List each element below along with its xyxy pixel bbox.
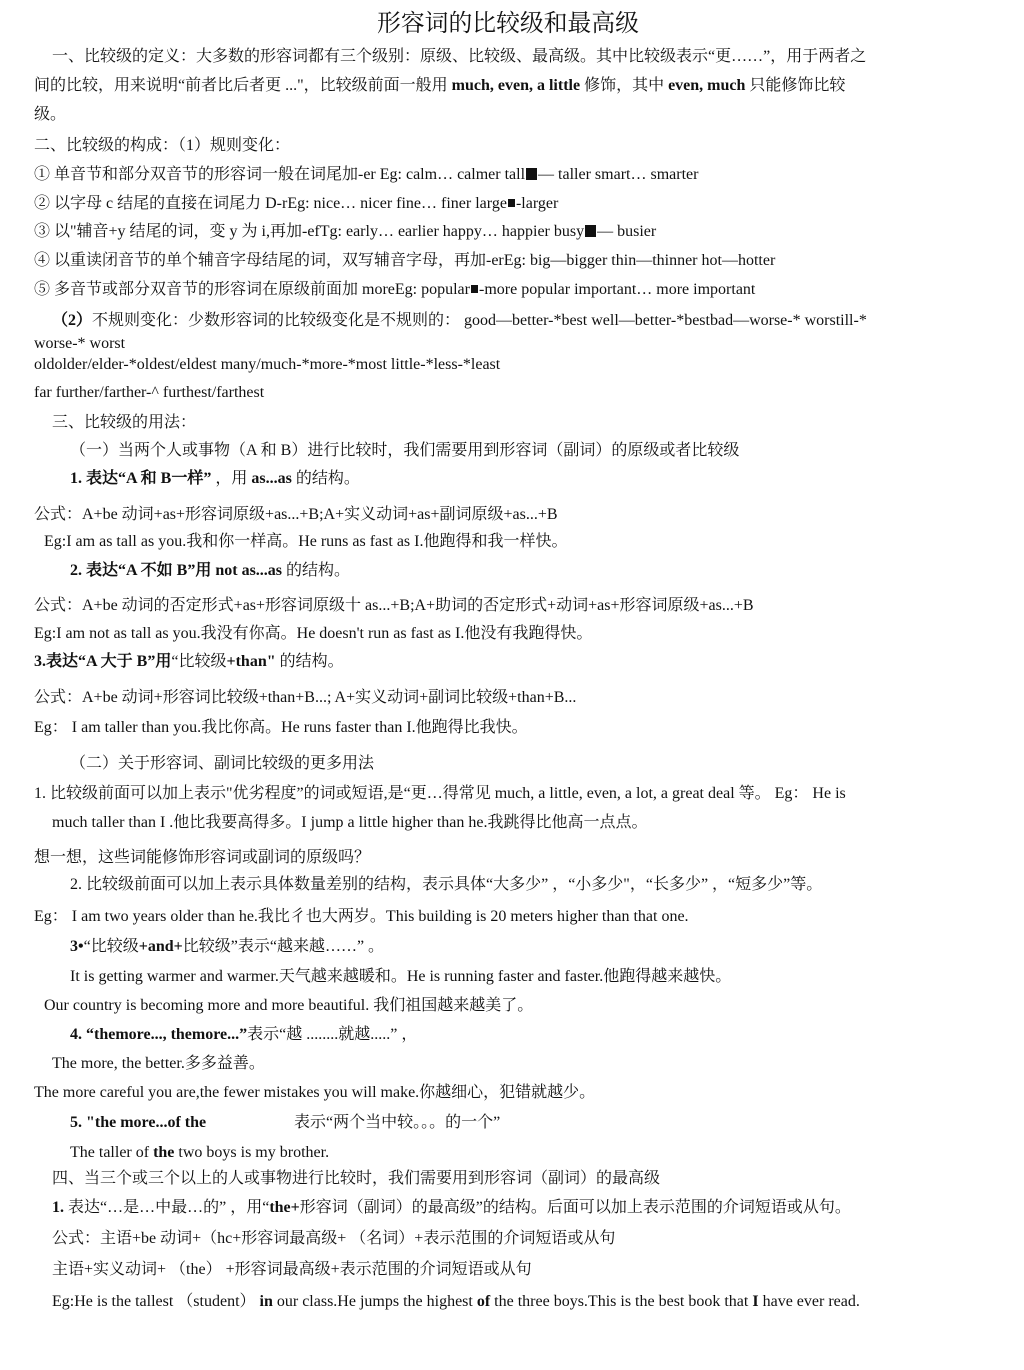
rule-2: ② 以字母 c 结尾的直接在词尾力 D-rEg: nice… nicer fine… finer large -larger [34, 195, 559, 212]
more-usage-2: 2. 比较级前面可以加上表示具体数量差别的结构，表示具体“大多少” ，“小多少"，“长多少” ，“短多少”等。 [70, 876, 823, 893]
more-usage-1a: 1. 比较级前面可以加上表示"优劣程度”的词或短语,是“更…得常见 much, a little, even, a lot, a great deal 等。 Eg： He is [34, 785, 846, 802]
point-3: 3.表达“A 大于 B”用“比较级+than" 的结构。 [34, 653, 344, 670]
superlative-point-1: 1. 表达“…是…中最…的” ，用“the+形容词（副词）的最高级”的结构。后面可以加上表示范围的介词短语或从句。 [52, 1199, 851, 1216]
example-1: Eg:I am as tall as you.我和你一样高。He runs as fast as I.他跑得和我一样快。 [44, 533, 568, 550]
more-usage-4: 4. “themore..., themore...”表示“越 ........就越.....” ， [70, 1026, 418, 1043]
superlative-formula-1: 公式：主语+be 动词+（hc+形容词最高级+ （名词）+表示范围的介词短语或从句 [52, 1230, 616, 1247]
definition-line-1: 一、比较级的定义：大多数的形容词都有三个级别：原级、比较级、最高级。其中比较级表示“更……”，用于两者之 [52, 48, 867, 65]
filled-square-icon [471, 285, 478, 293]
more-usage-5: 5. "the more...of the [70, 1114, 207, 1131]
example-7: The more, the better.多多益善。 [52, 1055, 265, 1072]
think-question: 想一想，这些词能修饰形容词或副词的原级吗？ [34, 849, 371, 866]
example-8: The more careful you are,the fewer mistakes you will make.你越细心，犯错就越少。 [34, 1084, 596, 1101]
superlative-formula-2: 主语+实义动词+ （the） +形容词最高级+表示范围的介词短语或从句 [52, 1261, 532, 1278]
example-9: The taller of the two boys is my brother. [70, 1144, 330, 1161]
definition-line-3: 级。 [34, 106, 67, 123]
page-title: 形容词的比较级和最高级 [377, 11, 639, 37]
rule-5: ⑤ 多音节或部分双音节的形容词在原级前面加 moreEg: popular -more popular important… more important [34, 281, 756, 298]
formula-2: 公式：A+be 动词的否定形式+as+形容词原级十 as...+B;A+助词的否定形式+动词+as+形容词原级+as...+B [34, 597, 754, 614]
example-5: It is getting warmer and warmer.天气越来越暖和。He is running faster and faster.他跑得越来越快。 [70, 968, 732, 985]
rule-4: ④ 以重读闭音节的单个辅音字母结尾的词，双写辅音字母，再加-erEg: big—bigger thin—thinner hot—hotter [34, 252, 776, 269]
formula-3: 公式：A+be 动词+形容词比较级+than+B...; A+实义动词+副词比较级+than+B... [34, 689, 577, 706]
more-usage-3: 3•“比较级+and+比较级”表示“越来越……” 。 [70, 938, 385, 955]
filled-square-icon [585, 225, 596, 237]
rule-1: ① 单音节和部分双音节的形容词一般在词尾加-er Eg: calm… calmer tall — taller smart… smarter [34, 166, 699, 183]
rule-3: ③ 以"辅音+y 结尾的词，变 y 为 i,再加-efTg: early… earlier happy… happier busy — busier [34, 223, 657, 240]
example-3: Eg： I am taller than you.我比你高。He runs faster than I.他跑得比我快。 [34, 719, 528, 736]
section-4-heading: 四、当三个或三个以上的人或事物进行比较时，我们需要用到形容词（副词）的最高级 [52, 1170, 661, 1187]
point-1: 1. 表达“A 和 B一样” ，用 as...as 的结构。 [70, 470, 360, 487]
example-4: Eg： I am two years older than he.我比彳也大两岁。This building is 20 meters higher than that one. [34, 908, 689, 925]
point-2: 2. 表达“A 不如 B”用 not as...as 的结构。 [70, 562, 351, 579]
irregular-line-3: oldolder/elder-*oldest/eldest many/much-*more-*most little-*less-*least [34, 356, 501, 373]
definition-line-2: 间的比较，用来说明“前者比后者更 ..."，比较级前面一般用 much, even, a little 修饰，其中 even, much 只能修饰比较 [34, 77, 846, 94]
irregular-line-1: （2）不规则变化：少数形容词的比较级变化是不规则的： good—better-*best well—better-*bestbad—worse-* worstill-* [52, 312, 867, 329]
subsection-1-heading: （一）当两个人或事物（A 和 B）进行比较时，我们需要用到形容词（副词）的原级或者比较级 [70, 442, 740, 459]
formula-1: 公式：A+be 动词+as+形容词原级+as...+B;A+实义动词+as+副词原级+as...+B [34, 506, 558, 523]
more-usage-5-meaning: 表示“两个当中较。。。的一个” [294, 1114, 501, 1131]
section-3-heading: 三、比较级的用法： [52, 414, 197, 431]
filled-square-icon [526, 168, 537, 180]
more-usage-1b: much taller than I .他比我要高得多。I jump a little higher than he.我跳得比他高一点点。 [52, 814, 648, 831]
example-6: Our country is becoming more and more beautiful. 我们祖国越来越美了。 [44, 997, 534, 1014]
irregular-line-2: worse-* worst [34, 335, 126, 352]
superlative-example: Eg:He is the tallest （student） in our class.He jumps the highest of the three boys.This is the best book that I have ever read. [52, 1293, 860, 1310]
subsection-2-heading: （二）关于形容词、副词比较级的更多用法 [70, 755, 375, 772]
irregular-line-4: far further/farther-^ furthest/farthest [34, 384, 265, 401]
filled-square-icon [508, 199, 515, 207]
section-2-heading: 二、比较级的构成：（1）规则变化： [34, 137, 291, 154]
example-2: Eg:I am not as tall as you.我没有你高。He doesn't run as fast as I.他没有我跑得快。 [34, 625, 593, 642]
